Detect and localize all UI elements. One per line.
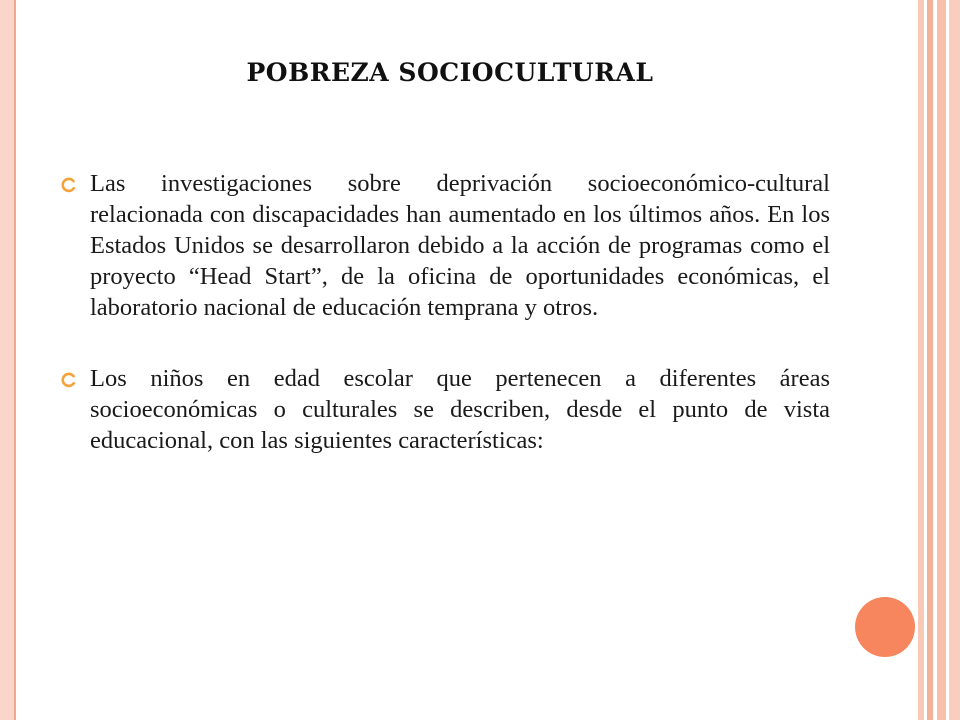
left-border-decoration bbox=[0, 0, 16, 720]
bullet-text: Los niños en edad escolar que pertenecen a diferentes áreas socioeconómicas o culturales se describen, desde el punto de vista educacional, con las siguientes características: bbox=[90, 365, 830, 454]
left-border-line bbox=[14, 0, 16, 720]
right-stripe-decoration bbox=[937, 0, 946, 720]
bullet-item bbox=[60, 363, 830, 456]
slide-title: POBREZA SOCIOCULTURAL bbox=[246, 58, 654, 87]
right-stripe-decoration bbox=[949, 0, 960, 720]
bullet-text: Las investigaciones sobre deprivación socioeconómico-cultural relacionada con discapacidades han aumentado en los últimos años. En los Estados Unidos se desarrollaron debido a la acción de programas como el proyecto “Head Start”, de la oficina de oportunidades económicas, el laboratorio nacional de educación temprana y otros. bbox=[90, 170, 830, 321]
decorative-circle bbox=[855, 597, 915, 657]
bullet-item bbox=[60, 168, 830, 323]
bullet-icon bbox=[60, 176, 78, 194]
bullet-list bbox=[60, 168, 830, 496]
bullet-icon bbox=[60, 371, 78, 389]
